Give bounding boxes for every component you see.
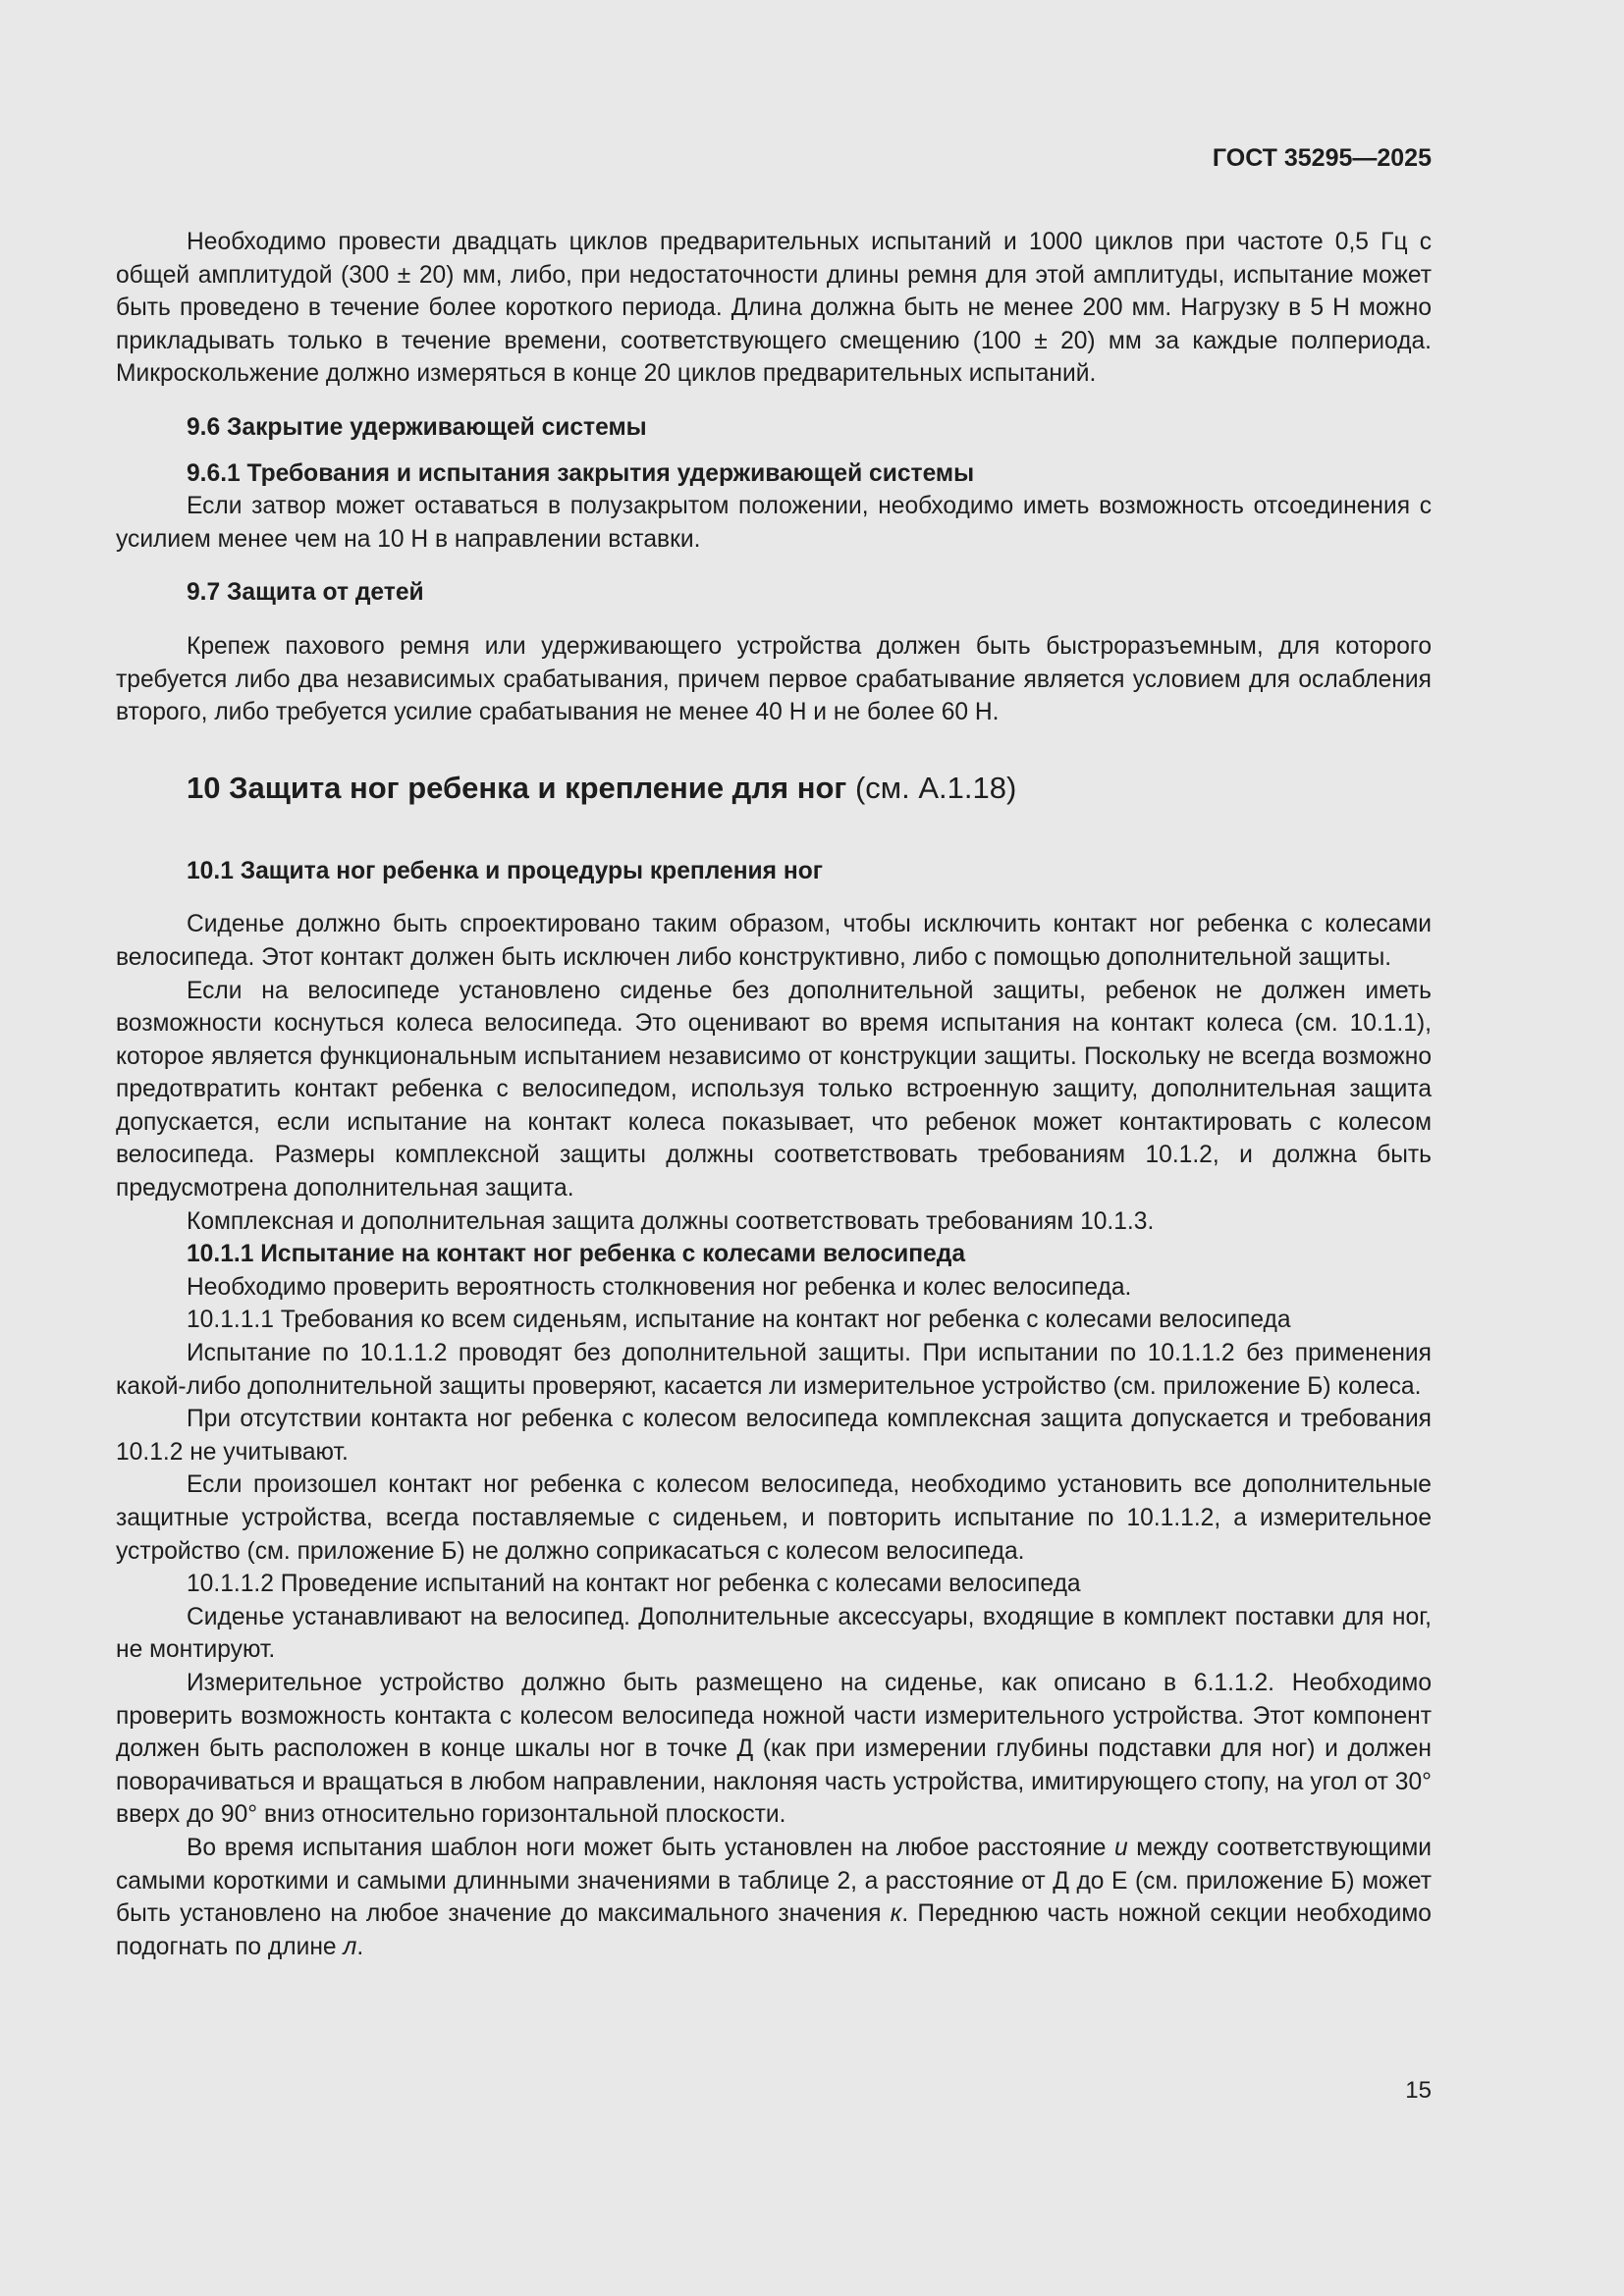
chapter-reference: (см. А.1.18) [854, 770, 1017, 805]
text-run: Во время испытания шаблон ноги может быть установлен на любое расстояние [187, 1834, 1115, 1861]
section-heading-10-1-1: 10.1.1 Испытание на контакт ног ребенка с колесами велосипеда [187, 1241, 966, 1268]
text-run: . [356, 1933, 364, 1960]
paragraph: Сиденье должно быть спроектировано таким образом, чтобы исключить контакт ног ребенка с колесами велосипеда. Этот контакт должен быть исключен либо конструктивно, либо с помощью дополнительной защиты. [116, 911, 1432, 971]
paragraph: Сиденье устанавливают на велосипед. Дополнительные аксессуары, входящие в комплект поставки для ног, не монтируют. [116, 1603, 1432, 1664]
paragraph: Необходимо провести двадцать циклов предварительных испытаний и 1000 циклов при частоте 0,5 Гц с общей амплитудой (300 ± 20) мм, либо, при недостаточности длины ремня для этой амплитуды, испытание может быть проведено в течение более короткого периода. Длина должна быть не менее 200 мм. Нагрузку в 5 Н можно прикладывать только в течение времени, соответствующего смещению (100 ± 20) мм за каждые полпериода. Микроскольжение должно измеряться в конце 20 циклов предварительных испытаний. [116, 229, 1432, 388]
paragraph: Крепеж пахового ремня или удерживающего устройства должен быть быстроразъемным, для которого требуется либо два независимых срабатывания, причем первое срабатывание является условием для ослабления второго, либо требуется усилие срабатывания не менее 40 Н и не более 60 Н. [116, 632, 1432, 726]
variable-l: л [343, 1933, 357, 1960]
paragraph: При отсутствии контакта ног ребенка с колесом велосипеда комплексная защита допускается и требования 10.1.2 не учитывают. [116, 1406, 1432, 1466]
paragraph: Испытание по 10.1.1.2 проводят без дополнительной защиты. При испытании по 10.1.1.2 без применения какой-либо дополнительной защиты проверяют, касается ли измерительное устройство (см. приложение Б) колеса. [116, 1340, 1432, 1400]
page-body [116, 226, 1432, 1963]
paragraph: Если затвор может оставаться в полузакрытом положении, необходимо иметь возможность отсоединения с усилием менее чем на 10 Н в направлении вставки. [116, 493, 1432, 553]
document-header [116, 143, 1432, 173]
paragraph [116, 1832, 1432, 1963]
document-id: ГОСТ 35295—2025 [1212, 144, 1432, 172]
section-heading-9-6: 9.6 Закрытие удерживающей системы [187, 413, 647, 441]
paragraph: Если на велосипеде установлено сиденье без дополнительной защиты, ребенок не должен иметь возможности коснуться колеса велосипеда. Это оценивают во время испытания на контакт колеса (см. 10.1.1), которое является функциональным испытанием независимо от конструкции защиты. Поскольку не всегда возможно предотвратить контакт ребенка с велосипедом, используя только встроенную защиту, дополнительная защита допускается, если испытание на контакт колеса показывает, что ребенок может контактировать с колесом велосипеда. Размеры комплексной защиты должны соответствовать требованиям 10.1.2, и должна быть предусмотрена дополнительная защита. [116, 977, 1432, 1202]
text-run: между соответствующими самыми короткими и самыми длинными значениями в таблице 2, а расстояние от Д до Е (см. приложение Б) может быть установлено на любое значение до максимального значения [116, 1834, 1432, 1928]
page-number: 15 [1405, 2077, 1432, 2104]
subsection-heading-10-1-1-2: 10.1.1.2 Проведение испытаний на контакт ног ребенка с колесами велосипеда [187, 1571, 1081, 1598]
paragraph: Комплексная и дополнительная защита должны соответствовать требованиям 10.1.3. [187, 1207, 1155, 1235]
chapter-title: 10 Защита ног ребенка и крепление для ног [187, 770, 847, 805]
text-run: . Переднюю часть ножной секции необходимо подогнать по длине [116, 1900, 1432, 1960]
chapter-heading-10 [116, 769, 1432, 808]
section-heading-9-6-1: 9.6.1 Требования и испытания закрытия удерживающей системы [187, 459, 975, 487]
paragraph: Измерительное устройство должно быть размещено на сиденье, как описано в 6.1.1.2. Необходимо проверить возможность контакта с колесом велосипеда ножной части измерительного устройства. Этот компонент должен быть расположен в конце шкалы ног в точке Д (как при измерении глубины подставки для ног) и должен поворачиваться и вращаться в любом направлении, наклоняя часть устройства, имитирующего стопу, на угол от 30° вверх до 90° вниз относительно горизонтальной плоскости. [116, 1669, 1432, 1829]
section-heading-10-1: 10.1 Защита ног ребенка и процедуры крепления ног [187, 857, 823, 884]
subsection-heading-10-1-1-1: 10.1.1.1 Требования ко всем сиденьям, испытание на контакт ног ребенка с колесами велосипеда [187, 1307, 1291, 1334]
variable-k: к [890, 1900, 902, 1928]
paragraph: Необходимо проверить вероятность столкновения ног ребенка и колес велосипеда. [187, 1273, 1132, 1301]
paragraph: Если произошел контакт ног ребенка с колесом велосипеда, необходимо установить все дополнительные защитные устройства, всегда поставляемые с сиденьем, и повторить испытание по 10.1.1.2, а измерительное устройство (см. приложение Б) не должно соприкасаться с колесом велосипеда. [116, 1471, 1432, 1565]
section-heading-9-7: 9.7 Защита от детей [187, 579, 424, 607]
variable-u: и [1114, 1834, 1128, 1861]
